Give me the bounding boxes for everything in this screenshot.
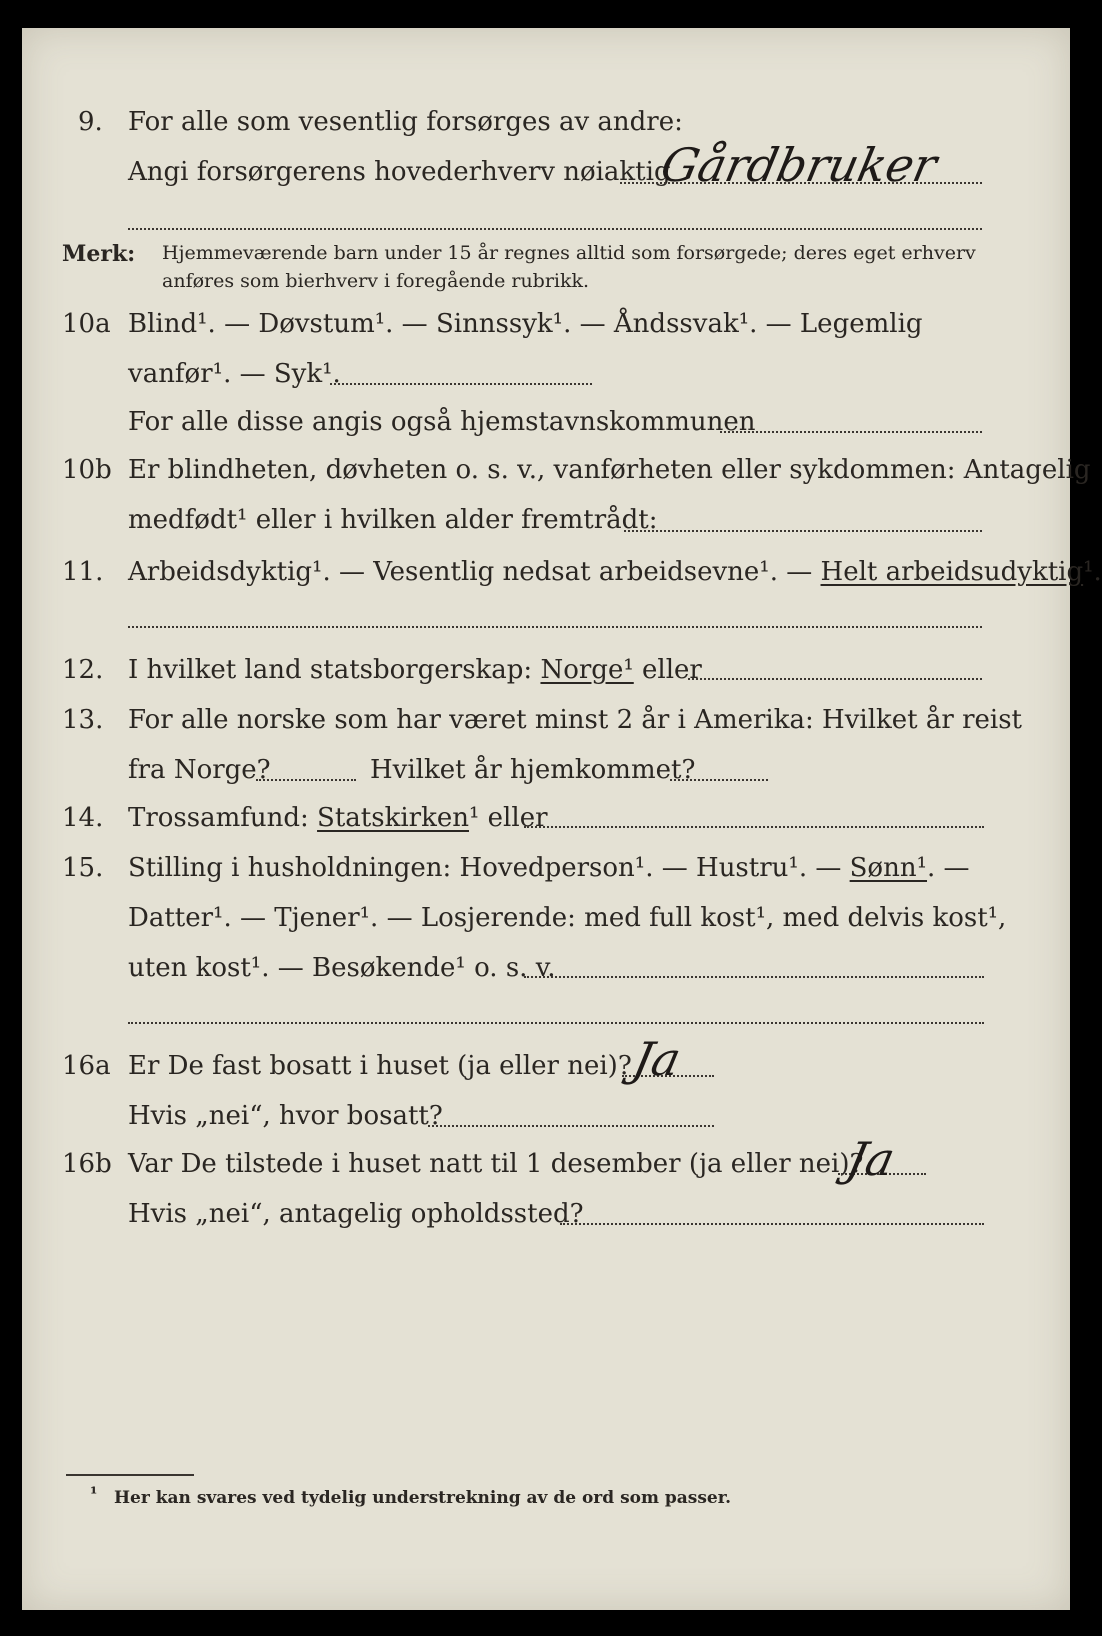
- q14-underlined-answer: Statskirken: [317, 803, 469, 833]
- q11-line: [128, 556, 1102, 588]
- q13-line2b: Hvilket år hjemkommet?: [370, 755, 696, 785]
- q16a-line2: Hvis „nei“, hvor bosatt?: [128, 1101, 443, 1131]
- q10b-line1: Er blindheten, døvheten o. s. v., vanførheten eller sykdommen: Antagelig: [128, 455, 1091, 485]
- q12-line: [128, 654, 702, 686]
- q10a-hjemstavn-line: [720, 431, 982, 433]
- q10b-number: 10b: [62, 455, 112, 485]
- q9-line1: For alle som vesentlig forsørges av andre:: [128, 107, 683, 137]
- q15-line1: [128, 852, 970, 884]
- q11-text-a: Arbeidsdyktig¹. — Vesentlig nedsat arbeidsevne¹. —: [128, 557, 821, 587]
- q12-text-c: eller: [633, 655, 702, 685]
- q16b-line1: Var De tilstede i huset natt til 1 desember (ja eller nei)?: [128, 1149, 864, 1179]
- q15-answer-line: [524, 976, 984, 978]
- q16b-opholdssted-line: [560, 1223, 984, 1225]
- census-form-page: [22, 28, 1102, 1610]
- q15-line2: Datter¹. — Tjener¹. — Losjerende: med full kost¹, med delvis kost¹,: [128, 903, 1007, 933]
- q15-underlined-answer: Sønn¹: [849, 853, 928, 883]
- footnote-mark: ¹: [90, 1484, 98, 1504]
- q10a-syk-line: [330, 383, 592, 385]
- q9-line2: Angi forsørgerens hovederhverv nøiaktig: [128, 157, 671, 187]
- q15-text-c: . —: [927, 853, 970, 883]
- merk-line2: anføres som bierhverv i foregående rubrikk.: [162, 270, 590, 292]
- q16a-bosatt-line: [428, 1125, 714, 1127]
- q11-underlined-answer: Helt arbeidsudyktig: [820, 557, 1084, 587]
- q9-number: 9.: [78, 107, 103, 137]
- q10a-number: 10a: [62, 309, 111, 339]
- merk-line1: Hjemmeværende barn under 15 år regnes alltid som forsørgede; deres eget erhverv: [162, 242, 976, 264]
- q13-line2a: fra Norge?: [128, 755, 271, 785]
- q16b-handwritten-answer: Ja: [842, 1132, 900, 1186]
- q16a-handwritten-answer: Ja: [628, 1032, 686, 1086]
- q13-reist-line: [256, 779, 356, 781]
- q14-text-a: Trossamfund:: [128, 803, 318, 833]
- q14-answer-line: [524, 826, 984, 828]
- q14-number: 14.: [62, 803, 104, 833]
- q12-underlined-answer: Norge¹: [540, 655, 634, 685]
- q10b-answer-line: [624, 530, 982, 532]
- q15-number: 15.: [62, 853, 104, 883]
- q12-answer-line: [688, 678, 982, 680]
- footnote-rule: [66, 1474, 194, 1476]
- q9-handwritten-answer: Gårdbruker: [656, 138, 942, 192]
- q16a-line1: Er De fast bosatt i huset (ja eller nei)?: [128, 1051, 632, 1081]
- q14-line: [128, 802, 548, 834]
- q10a-line3: For alle disse angis også hjemstavnskommunen: [128, 407, 756, 437]
- q10b-line2: medfødt¹ eller i hvilken alder fremtrådt:: [128, 505, 658, 535]
- merk-label: Merk:: [62, 241, 136, 267]
- q12-text-a: I hvilket land statsborgerskap:: [128, 655, 541, 685]
- q13-line1: For alle norske som har været minst 2 år i Amerika: Hvilket år reist: [128, 705, 1022, 735]
- q13-number: 13.: [62, 705, 104, 735]
- footnote-text: Her kan svares ved tydelig understrekning av de ord som passer.: [114, 1488, 732, 1508]
- q10a-line1: Blind¹. — Døvstum¹. — Sinnssyk¹. — Åndssvak¹. — Legemlig: [128, 309, 923, 339]
- q12-number: 12.: [62, 655, 104, 685]
- q16a-number: 16a: [62, 1051, 111, 1081]
- q9-second-line: [128, 228, 982, 230]
- q10a-line2: vanfør¹. — Syk¹.: [128, 359, 341, 389]
- q14-text-c: ¹ eller: [468, 803, 548, 833]
- q15-text-a: Stilling i husholdningen: Hovedperson¹. — Hustru¹. —: [128, 853, 850, 883]
- q16b-number: 16b: [62, 1149, 112, 1179]
- q11-text-c: ¹.: [1083, 557, 1102, 587]
- q13-hjemkommet-line: [670, 779, 768, 781]
- q16b-line2: Hvis „nei“, antagelig opholdssted?: [128, 1199, 584, 1229]
- q15-line3: uten kost¹. — Besøkende¹ o. s. v.: [128, 953, 556, 983]
- q11-answer-line: [128, 626, 982, 628]
- q15-second-line: [128, 1022, 984, 1024]
- q11-number: 11.: [62, 557, 104, 587]
